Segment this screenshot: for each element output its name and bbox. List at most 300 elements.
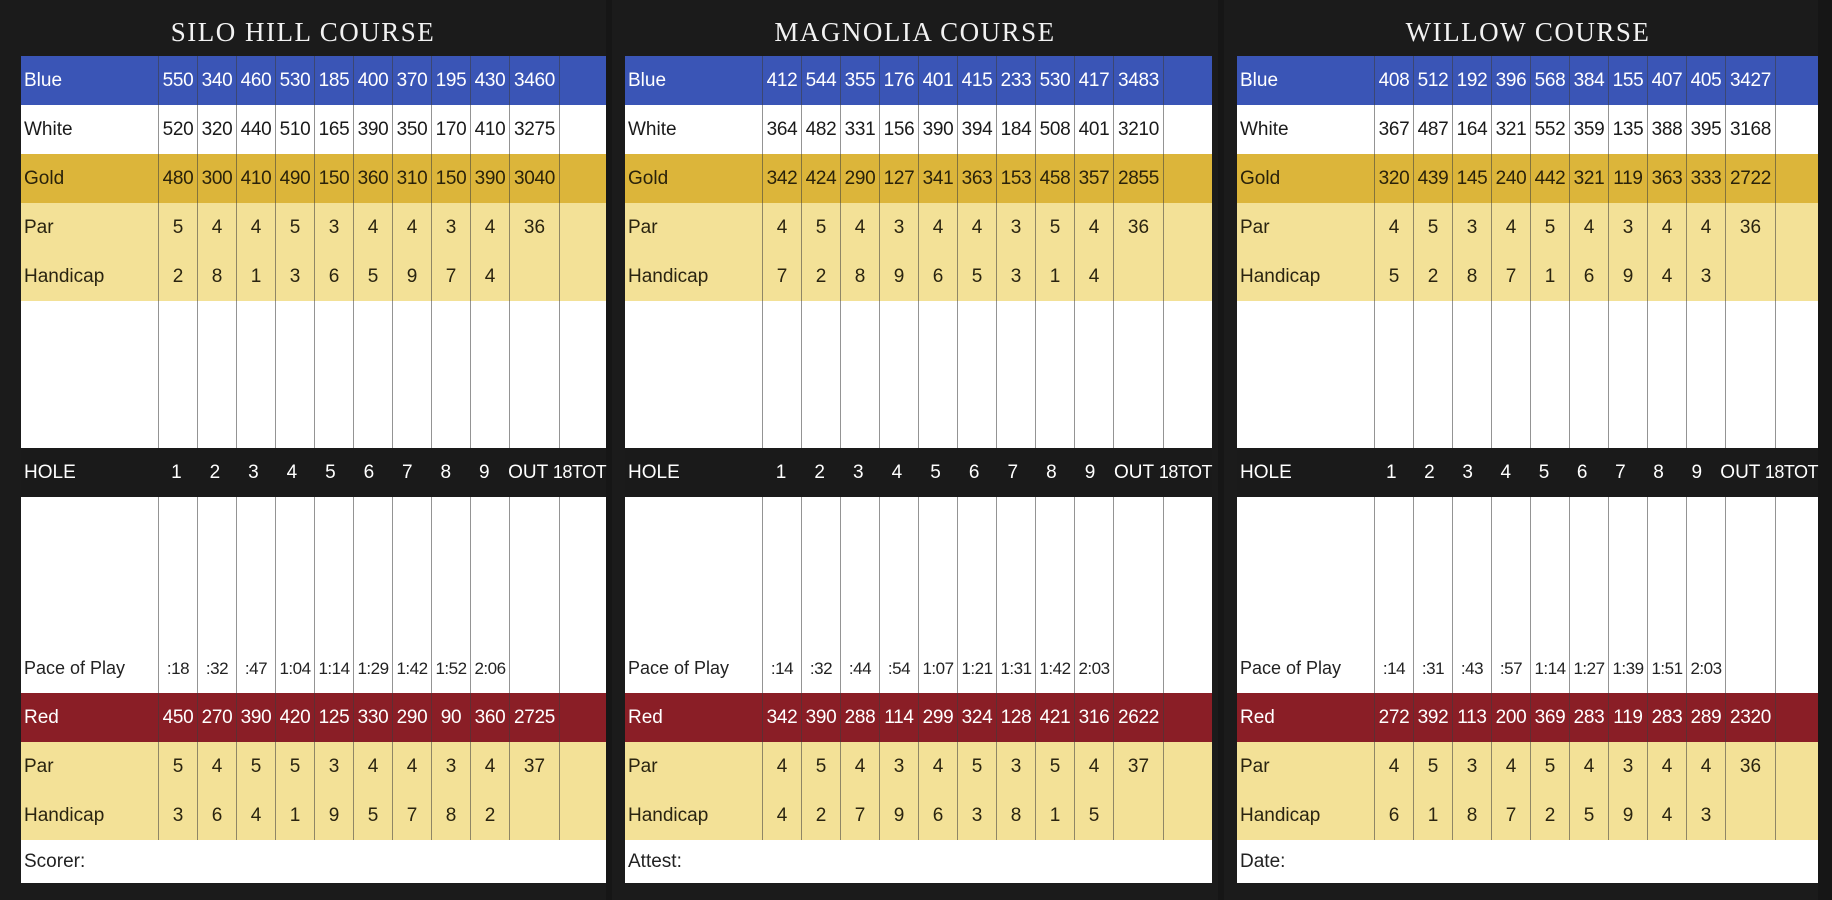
score-cell[interactable] [1375, 595, 1414, 644]
score-cell[interactable] [880, 399, 919, 448]
score-cell[interactable] [159, 350, 198, 399]
score-cell[interactable] [159, 497, 198, 546]
score-name-cell[interactable] [1237, 595, 1375, 644]
score-cell[interactable] [237, 301, 276, 350]
score-cell[interactable] [237, 595, 276, 644]
score-out-cell[interactable] [1726, 350, 1776, 399]
hole-cell: 331 [841, 105, 880, 154]
score-cell[interactable] [198, 497, 237, 546]
score-cell[interactable] [471, 497, 510, 546]
total-cell[interactable] [1164, 154, 1212, 203]
score-out-cell[interactable] [510, 595, 560, 644]
row-label: Handicap [1237, 252, 1375, 301]
total-cell[interactable] [560, 742, 606, 791]
score-total-cell[interactable] [560, 399, 606, 448]
score-total-cell[interactable] [1776, 350, 1818, 399]
score-cell[interactable] [276, 301, 315, 350]
score-name-cell[interactable] [21, 497, 159, 546]
score-total-cell[interactable] [1164, 399, 1212, 448]
score-cell[interactable] [1453, 350, 1492, 399]
score-total-cell[interactable] [560, 497, 606, 546]
score-cell[interactable] [471, 546, 510, 595]
hole-cell: 450 [159, 693, 198, 742]
score-cell[interactable] [1036, 595, 1075, 644]
score-cell[interactable] [919, 497, 958, 546]
score-cell[interactable] [198, 546, 237, 595]
score-out-cell[interactable] [1114, 301, 1164, 350]
score-out-cell[interactable] [1726, 301, 1776, 350]
score-name-cell[interactable] [625, 497, 763, 546]
score-cell[interactable] [1375, 546, 1414, 595]
score-cell[interactable] [393, 350, 432, 399]
score-total-cell[interactable] [1776, 399, 1818, 448]
score-cell[interactable] [393, 301, 432, 350]
score-cell[interactable] [1036, 546, 1075, 595]
score-cell[interactable] [1570, 301, 1609, 350]
score-cell[interactable] [1687, 399, 1726, 448]
total-cell[interactable] [1164, 203, 1212, 252]
score-cell[interactable] [1492, 301, 1531, 350]
score-name-cell[interactable] [1237, 497, 1375, 546]
hole-cell: 5 [237, 742, 276, 791]
score-cell[interactable] [1609, 399, 1648, 448]
total-cell[interactable] [1164, 693, 1212, 742]
score-out-cell[interactable] [1114, 595, 1164, 644]
score-name-cell[interactable] [625, 301, 763, 350]
scorecard [1237, 56, 1818, 883]
score-cell[interactable] [198, 399, 237, 448]
hole-cell: 4 [958, 203, 997, 252]
hole-cell: 6 [1375, 791, 1414, 840]
score-cell[interactable] [1075, 399, 1114, 448]
score-cell[interactable] [159, 301, 198, 350]
score-out-cell[interactable] [1114, 350, 1164, 399]
score-cell[interactable] [1531, 595, 1570, 644]
score-name-cell[interactable] [1237, 399, 1375, 448]
score-cell[interactable] [1036, 399, 1075, 448]
score-cell[interactable] [1414, 399, 1453, 448]
total-cell[interactable] [1164, 105, 1212, 154]
score-cell[interactable] [1531, 301, 1570, 350]
score-cell[interactable] [276, 595, 315, 644]
score-cell[interactable] [841, 546, 880, 595]
score-cell[interactable] [763, 301, 802, 350]
score-name-cell[interactable] [1237, 350, 1375, 399]
score-cell[interactable] [471, 595, 510, 644]
score-name-cell[interactable] [1237, 546, 1375, 595]
total-header: 18TOT [552, 462, 607, 482]
score-cell[interactable] [1075, 497, 1114, 546]
score-out-cell[interactable] [1114, 546, 1164, 595]
score-cell[interactable] [1414, 595, 1453, 644]
hole-cell: 2 [471, 791, 510, 840]
score-cell[interactable] [1375, 399, 1414, 448]
score-cell[interactable] [919, 301, 958, 350]
hole-cell: 1 [1036, 791, 1075, 840]
score-cell[interactable] [1453, 546, 1492, 595]
score-cell[interactable] [802, 546, 841, 595]
score-out-cell[interactable] [1726, 546, 1776, 595]
score-cell[interactable] [1375, 350, 1414, 399]
score-cell[interactable] [471, 301, 510, 350]
hole-cell: 4 [1648, 252, 1687, 301]
score-total-cell[interactable] [1776, 595, 1818, 644]
hole-cell: 3 [315, 742, 354, 791]
score-out-cell[interactable] [1114, 399, 1164, 448]
score-cell[interactable] [1648, 546, 1687, 595]
score-row-blank [1237, 301, 1818, 350]
total-cell[interactable] [1164, 791, 1212, 840]
out-cell: 3168 [1726, 105, 1776, 154]
score-cell[interactable] [354, 350, 393, 399]
total-cell[interactable] [560, 791, 606, 840]
score-cell[interactable] [1492, 546, 1531, 595]
score-cell[interactable] [763, 350, 802, 399]
score-cell[interactable] [763, 546, 802, 595]
score-cell[interactable] [1570, 497, 1609, 546]
score-name-cell[interactable] [21, 350, 159, 399]
score-cell[interactable] [315, 399, 354, 448]
hole-header-row [625, 448, 1212, 497]
score-cell[interactable] [1609, 301, 1648, 350]
score-cell[interactable] [958, 595, 997, 644]
total-cell[interactable] [560, 693, 606, 742]
score-name-cell[interactable] [625, 595, 763, 644]
score-cell[interactable] [997, 497, 1036, 546]
score-cell[interactable] [354, 595, 393, 644]
score-cell[interactable] [1453, 497, 1492, 546]
score-cell[interactable] [432, 497, 471, 546]
total-cell[interactable] [1776, 693, 1818, 742]
score-total-cell[interactable] [1164, 497, 1212, 546]
score-cell[interactable] [237, 350, 276, 399]
score-cell[interactable] [841, 301, 880, 350]
hole-cell: 424 [802, 154, 841, 203]
score-out-cell[interactable] [510, 301, 560, 350]
pace-cell: 1:21 [958, 644, 997, 693]
score-cell[interactable] [841, 595, 880, 644]
score-cell[interactable] [1036, 350, 1075, 399]
score-cell[interactable] [1609, 350, 1648, 399]
score-cell[interactable] [1570, 399, 1609, 448]
score-cell[interactable] [763, 497, 802, 546]
pace-cell: 1:42 [393, 644, 432, 693]
hole-cell: 359 [1570, 105, 1609, 154]
hole-cell: 290 [841, 154, 880, 203]
hole-cell: 270 [198, 693, 237, 742]
hole-cell: 4 [471, 742, 510, 791]
score-cell[interactable] [354, 301, 393, 350]
hole-cell: 341 [919, 154, 958, 203]
hole-cell: 408 [1375, 56, 1414, 105]
score-cell[interactable] [1687, 350, 1726, 399]
score-cell[interactable] [958, 301, 997, 350]
score-cell[interactable] [237, 497, 276, 546]
score-cell[interactable] [1453, 301, 1492, 350]
total-cell[interactable] [560, 154, 606, 203]
total-cell[interactable] [1776, 252, 1818, 301]
score-cell[interactable] [1492, 399, 1531, 448]
score-cell[interactable] [958, 546, 997, 595]
total-cell[interactable] [1164, 56, 1212, 105]
score-total-cell[interactable] [1776, 301, 1818, 350]
score-cell[interactable] [1570, 546, 1609, 595]
row-label: Handicap [21, 791, 159, 840]
row-label: Blue [21, 56, 159, 105]
score-cell[interactable] [159, 546, 198, 595]
score-cell[interactable] [1492, 350, 1531, 399]
score-cell[interactable] [1648, 350, 1687, 399]
score-total-cell[interactable] [1164, 595, 1212, 644]
hole-number: 7 [1615, 461, 1626, 483]
out-header: OUT [508, 461, 549, 483]
score-cell[interactable] [802, 301, 841, 350]
score-cell[interactable] [919, 546, 958, 595]
score-cell[interactable] [997, 595, 1036, 644]
score-cell[interactable] [1453, 399, 1492, 448]
score-cell[interactable] [997, 301, 1036, 350]
score-cell[interactable] [1075, 546, 1114, 595]
score-cell[interactable] [1414, 546, 1453, 595]
out-cell: 3427 [1726, 56, 1776, 105]
score-cell[interactable] [958, 399, 997, 448]
score-name-cell[interactable] [1237, 301, 1375, 350]
score-cell[interactable] [1075, 350, 1114, 399]
score-cell[interactable] [1570, 595, 1609, 644]
score-cell[interactable] [1609, 546, 1648, 595]
score-cell[interactable] [1075, 301, 1114, 350]
score-cell[interactable] [315, 546, 354, 595]
score-total-cell[interactable] [1776, 546, 1818, 595]
total-cell[interactable] [1776, 105, 1818, 154]
score-total-cell[interactable] [560, 595, 606, 644]
score-cell[interactable] [1492, 595, 1531, 644]
total-cell[interactable] [1776, 742, 1818, 791]
score-cell[interactable] [1609, 595, 1648, 644]
score-cell[interactable] [1375, 497, 1414, 546]
score-cell[interactable] [997, 350, 1036, 399]
hole-cell: 5 [159, 742, 198, 791]
score-cell[interactable] [432, 595, 471, 644]
score-cell[interactable] [997, 399, 1036, 448]
hole-cell: 410 [471, 105, 510, 154]
score-total-cell[interactable] [1164, 350, 1212, 399]
total-cell[interactable] [560, 203, 606, 252]
score-cell[interactable] [354, 497, 393, 546]
score-cell[interactable] [393, 497, 432, 546]
score-cell[interactable] [1531, 546, 1570, 595]
score-out-cell[interactable] [1114, 497, 1164, 546]
score-cell[interactable] [1687, 301, 1726, 350]
score-cell[interactable] [802, 497, 841, 546]
score-cell[interactable] [1609, 497, 1648, 546]
total-cell[interactable] [1776, 791, 1818, 840]
score-cell[interactable] [1492, 497, 1531, 546]
score-out-cell[interactable] [1726, 497, 1776, 546]
score-cell[interactable] [1648, 497, 1687, 546]
score-cell[interactable] [432, 546, 471, 595]
score-out-cell[interactable] [510, 399, 560, 448]
score-cell[interactable] [198, 301, 237, 350]
course-panel-silo-hill [0, 0, 606, 900]
score-row-blank [1237, 350, 1818, 399]
footer-row[interactable] [21, 840, 606, 883]
score-cell[interactable] [393, 399, 432, 448]
row-label: Handicap [625, 252, 763, 301]
hole-cell: 568 [1531, 56, 1570, 105]
score-cell[interactable] [276, 350, 315, 399]
score-cell[interactable] [919, 595, 958, 644]
score-out-cell[interactable] [1726, 399, 1776, 448]
score-cell[interactable] [276, 546, 315, 595]
total-cell[interactable] [1776, 203, 1818, 252]
score-cell[interactable] [198, 595, 237, 644]
score-row-blank [625, 546, 1212, 595]
hole-cell: 320 [1375, 154, 1414, 203]
score-cell[interactable] [841, 399, 880, 448]
footer-row[interactable] [625, 840, 1212, 883]
score-cell[interactable] [958, 497, 997, 546]
hole-cell: 5 [354, 252, 393, 301]
score-cell[interactable] [1036, 497, 1075, 546]
total-cell[interactable] [1776, 154, 1818, 203]
row-label: Handicap [625, 791, 763, 840]
score-cell[interactable] [1414, 350, 1453, 399]
footer-label: Date: [1240, 850, 1286, 872]
score-total-cell[interactable] [560, 301, 606, 350]
score-cell[interactable] [471, 399, 510, 448]
score-row-blank [21, 301, 606, 350]
hole-cell: 508 [1036, 105, 1075, 154]
total-cell[interactable] [1776, 56, 1818, 105]
score-cell[interactable] [919, 399, 958, 448]
score-cell[interactable] [1414, 301, 1453, 350]
score-cell[interactable] [1531, 350, 1570, 399]
score-cell[interactable] [1648, 301, 1687, 350]
score-cell[interactable] [880, 350, 919, 399]
score-cell[interactable] [841, 497, 880, 546]
score-cell[interactable] [159, 595, 198, 644]
score-cell[interactable] [802, 595, 841, 644]
score-cell[interactable] [802, 399, 841, 448]
score-cell[interactable] [880, 497, 919, 546]
score-cell[interactable] [276, 497, 315, 546]
score-cell[interactable] [432, 350, 471, 399]
score-total-cell[interactable] [1164, 301, 1212, 350]
score-cell[interactable] [354, 399, 393, 448]
score-out-cell[interactable] [510, 350, 560, 399]
score-total-cell[interactable] [560, 546, 606, 595]
score-cell[interactable] [1375, 301, 1414, 350]
score-cell[interactable] [315, 350, 354, 399]
score-total-cell[interactable] [1776, 497, 1818, 546]
total-cell[interactable] [560, 105, 606, 154]
score-cell[interactable] [471, 350, 510, 399]
score-cell[interactable] [1648, 399, 1687, 448]
score-name-cell[interactable] [21, 399, 159, 448]
score-out-cell[interactable] [1726, 595, 1776, 644]
score-out-cell[interactable] [510, 497, 560, 546]
score-cell[interactable] [880, 595, 919, 644]
score-cell[interactable] [393, 546, 432, 595]
hole-cell: 3 [1453, 742, 1492, 791]
score-name-cell[interactable] [21, 595, 159, 644]
hole-cell: 240 [1492, 154, 1531, 203]
score-cell[interactable] [919, 350, 958, 399]
score-cell[interactable] [1648, 595, 1687, 644]
score-cell[interactable] [1687, 595, 1726, 644]
hole-cell: 480 [159, 154, 198, 203]
score-name-cell[interactable] [625, 546, 763, 595]
hole-cell: 4 [1648, 203, 1687, 252]
score-cell[interactable] [802, 350, 841, 399]
score-cell[interactable] [1531, 497, 1570, 546]
hole-cell: 164 [1453, 105, 1492, 154]
score-cell[interactable] [1414, 497, 1453, 546]
score-cell[interactable] [198, 350, 237, 399]
score-cell[interactable] [432, 399, 471, 448]
score-cell[interactable] [159, 399, 198, 448]
score-cell[interactable] [1687, 546, 1726, 595]
score-name-cell[interactable] [21, 546, 159, 595]
score-cell[interactable] [315, 301, 354, 350]
score-cell[interactable] [763, 595, 802, 644]
score-name-cell[interactable] [625, 399, 763, 448]
score-cell[interactable] [880, 546, 919, 595]
pace-cell: 1:51 [1648, 644, 1687, 693]
tee-row-red [625, 693, 1212, 742]
score-cell[interactable] [237, 399, 276, 448]
score-total-cell[interactable] [560, 350, 606, 399]
score-cell[interactable] [237, 546, 276, 595]
total-cell[interactable] [1164, 742, 1212, 791]
hole-cell: 3 [1453, 203, 1492, 252]
score-cell[interactable] [1453, 595, 1492, 644]
total-cell[interactable] [1164, 252, 1212, 301]
score-cell[interactable] [315, 595, 354, 644]
score-cell[interactable] [1036, 301, 1075, 350]
score-cell[interactable] [315, 497, 354, 546]
score-cell[interactable] [997, 546, 1036, 595]
score-cell[interactable] [276, 399, 315, 448]
score-cell[interactable] [1687, 497, 1726, 546]
score-cell[interactable] [1570, 350, 1609, 399]
total-cell[interactable] [560, 252, 606, 301]
score-name-cell[interactable] [625, 350, 763, 399]
out-cell: 3275 [510, 105, 560, 154]
score-cell[interactable] [354, 546, 393, 595]
score-name-cell[interactable] [21, 301, 159, 350]
hole-cell: 6 [1570, 252, 1609, 301]
hole-cell: 5 [1531, 742, 1570, 791]
footer-row[interactable] [1237, 840, 1818, 883]
score-total-cell[interactable] [1164, 546, 1212, 595]
total-cell[interactable] [560, 56, 606, 105]
score-cell[interactable] [393, 595, 432, 644]
score-cell[interactable] [1075, 595, 1114, 644]
score-out-cell[interactable] [510, 546, 560, 595]
score-cell[interactable] [958, 350, 997, 399]
hole-cell: 3 [159, 791, 198, 840]
hole-cell: 185 [315, 56, 354, 105]
score-cell[interactable] [841, 350, 880, 399]
score-cell[interactable] [763, 399, 802, 448]
score-cell[interactable] [432, 301, 471, 350]
score-cell[interactable] [1531, 399, 1570, 448]
out-cell: 2722 [1726, 154, 1776, 203]
pace-cell: :54 [880, 644, 919, 693]
score-cell[interactable] [880, 301, 919, 350]
